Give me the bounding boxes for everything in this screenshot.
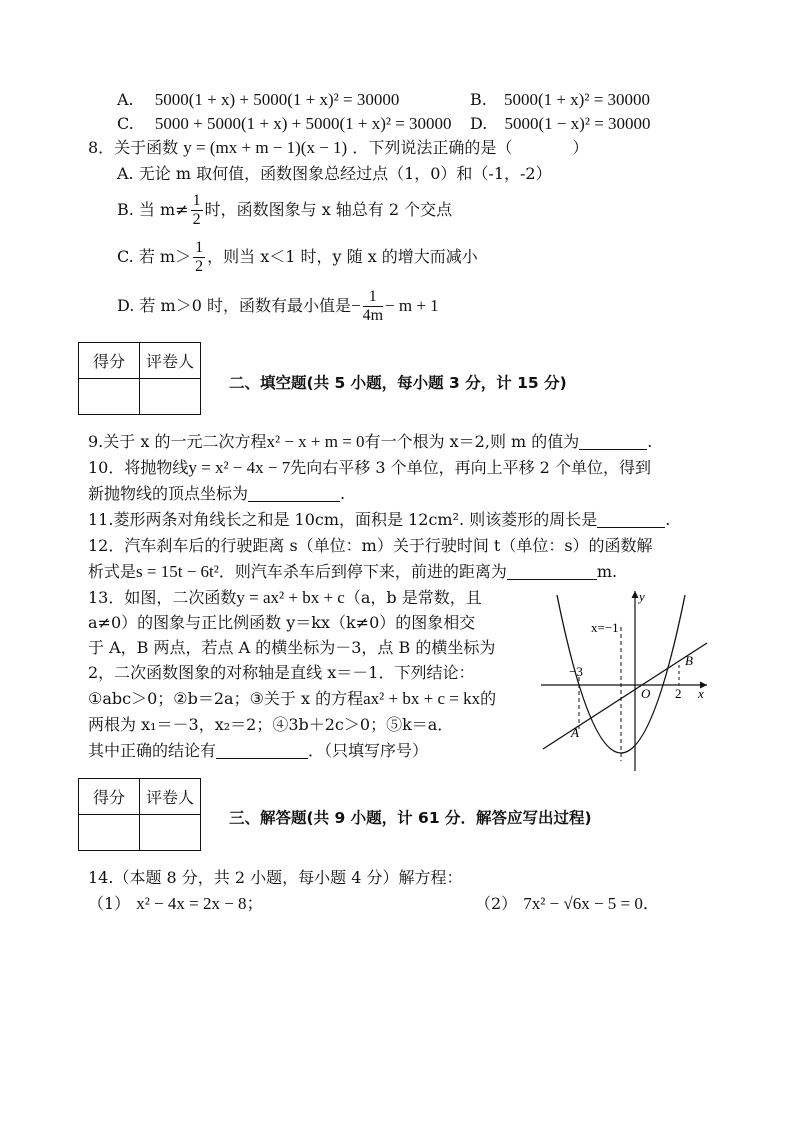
q14-stem: 14.（本题 8 分，共 2 小题，每小题 4 分）解方程：	[88, 868, 463, 887]
function-graph	[535, 585, 715, 775]
numerator: 1	[195, 239, 204, 256]
score-cell[interactable]	[79, 379, 140, 415]
question-text: 析式是	[88, 562, 137, 581]
q7-option-b	[470, 90, 650, 110]
point-a-label: A	[571, 725, 579, 740]
question-text: （a，b 是常数，且	[344, 588, 482, 607]
q7-option-d	[470, 114, 651, 134]
option-formula: 5000(1 + x) + 5000(1 + x)² = 30000	[154, 90, 400, 109]
q13-line2: a≠0）的图象与正比例函数 y＝kx（k≠0）的图象相交	[88, 613, 476, 632]
answer-blank[interactable]	[507, 563, 597, 580]
numerator: 1	[363, 288, 383, 307]
numerator: 1	[192, 192, 201, 209]
proportional-line	[543, 643, 707, 749]
q8-option-c	[117, 237, 478, 277]
q12-line1: 12．汽车刹车后的行驶距离 s（单位：m）关于行驶时间 t（单位：s）的函数解	[88, 536, 653, 555]
option-formula: 5000(1 + x)² = 30000	[503, 90, 651, 109]
question-text: ．则汽车杀车后到停下来，前进的距离为	[218, 562, 507, 581]
score-header: 得分	[79, 343, 140, 379]
period: .	[665, 510, 671, 529]
question-text: 新抛物线的顶点坐标为	[88, 484, 249, 503]
grader-cell[interactable]	[140, 379, 201, 415]
origin-label: O	[641, 686, 651, 701]
answer-blank[interactable]	[248, 485, 340, 502]
option-label: B.	[470, 90, 487, 109]
symmetry-line-label: x=−1	[591, 620, 619, 635]
option-text: 时，函数图象与 x 轴总有 2 个交点	[204, 200, 453, 219]
q14-part2	[475, 894, 660, 914]
q13-line6: 两根为 x₁＝－3，x₂＝2；④3b＋2c＞0；⑤k＝a．	[88, 715, 454, 734]
question-formula: s = 15t − 6t²	[136, 562, 219, 581]
question-text: 10．将抛物线	[88, 458, 189, 477]
question-text: 有一个根为 x＝2,则 m 的值为	[364, 432, 580, 451]
question-text: 的	[480, 689, 497, 708]
option-text: ，则当 x＜1 时，y 随 x 的增大而减小	[207, 247, 478, 266]
q12-line2	[88, 562, 617, 582]
option-formula: − m + 1	[385, 296, 439, 315]
q8-option-b	[117, 190, 452, 230]
grader-header: 评卷人	[140, 779, 201, 815]
tick-label-minus-3: −3	[569, 664, 583, 679]
q14-part1	[88, 894, 264, 914]
option-formula: 5000 + 5000(1 + x) + 5000(1 + x)² = 30000	[154, 114, 452, 133]
grader-cell[interactable]	[140, 815, 201, 851]
q7-option-c	[117, 114, 452, 134]
q8-stem	[88, 138, 588, 158]
unit: m.	[596, 562, 618, 581]
option-label: D.	[470, 114, 488, 133]
score-table	[78, 778, 201, 851]
section-2-title: 二、填空题(共 5 小题，每小题 3 分，计 15 分)	[229, 374, 567, 392]
option-label: A.	[117, 90, 134, 109]
score-header: 得分	[79, 779, 140, 815]
denominator: 2	[192, 211, 201, 228]
q8-option-d	[117, 286, 439, 326]
grader-header: 评卷人	[140, 343, 201, 379]
part-label: （2）	[475, 894, 518, 913]
period: .	[647, 432, 653, 451]
fraction	[363, 288, 383, 325]
fraction	[191, 192, 203, 229]
question-text: 11.菱形两条对角线长之和是 10cm，面积是 12cm². 则该菱形的周长是	[88, 510, 598, 529]
stem-formula: y = (mx + m − 1)(x − 1)	[183, 138, 348, 157]
paren-close: ）	[572, 138, 589, 157]
stem-text: 8．关于函数	[88, 138, 179, 157]
q13-line7	[88, 741, 428, 761]
q11	[88, 510, 670, 530]
q13-line4: 2，二次函数图象的对称轴是直线 x＝－1．下列结论：	[88, 663, 475, 682]
point-b-label: B	[685, 653, 693, 668]
q13-line5	[88, 689, 496, 709]
question-formula: ax² + bx + c = kx	[363, 689, 481, 708]
question-text: 9.关于 x 的一元二次方程	[88, 432, 267, 451]
q13-line3: 于 A，B 两点，若点 A 的横坐标为－3，点 B 的横坐标为	[88, 638, 496, 657]
question-text: ．（只填写序号）	[308, 741, 429, 760]
stem-text: ．下列说法正确的是（	[352, 138, 513, 157]
q10-line2	[88, 484, 345, 504]
q10-line1	[88, 458, 651, 478]
option-formula: 5000(1 − x)² = 30000	[504, 114, 651, 133]
q7-option-a	[117, 90, 399, 110]
section-3-title: 三、解答题(共 9 小题，计 61 分．解答应写出过程)	[229, 809, 592, 827]
y-axis-label: y	[639, 589, 645, 604]
q13-line1	[88, 588, 482, 608]
question-text: 13．如图，二次函数	[88, 588, 237, 607]
part-formula: 7x² − √6x − 5 = 0．	[523, 894, 660, 913]
option-text: B. 当 m≠	[117, 200, 189, 219]
question-text: 其中正确的结论有	[88, 741, 217, 760]
answer-blank[interactable]	[216, 742, 308, 759]
question-formula: x² − x + m = 0	[266, 432, 365, 451]
part-formula: x² − 4x = 2x − 8；	[136, 894, 264, 913]
part-label: （1）	[88, 894, 131, 913]
q9	[88, 432, 652, 452]
option-label: C.	[117, 114, 134, 133]
tick-label-2: 2	[675, 686, 682, 701]
option-text: C. 若 m＞	[117, 247, 192, 266]
option-text: D. 若 m＞0 时，函数有最小值是	[117, 296, 351, 315]
question-text: ①abc＞0；②b＝2a；③关于 x 的方程	[88, 689, 364, 708]
period: .	[340, 484, 346, 503]
score-table	[78, 342, 201, 415]
denominator: 2	[195, 258, 204, 275]
answer-blank[interactable]	[597, 511, 665, 528]
denominator: 4m	[362, 307, 384, 324]
x-axis-label: x	[698, 686, 704, 701]
fraction	[193, 239, 205, 276]
question-formula: y = x² − 4x − 7	[188, 458, 291, 477]
minus-sign: −	[350, 296, 361, 315]
question-formula: y = ax² + bx + c	[236, 588, 345, 607]
q8-option-a: A. 无论 m 取何值，函数图象总经过点（1，0）和（-1，-2）	[117, 164, 552, 183]
score-cell[interactable]	[79, 815, 140, 851]
answer-blank[interactable]	[579, 433, 647, 450]
question-text: 先向右平移 3 个单位，再向上平移 2 个单位，得到	[290, 458, 651, 477]
